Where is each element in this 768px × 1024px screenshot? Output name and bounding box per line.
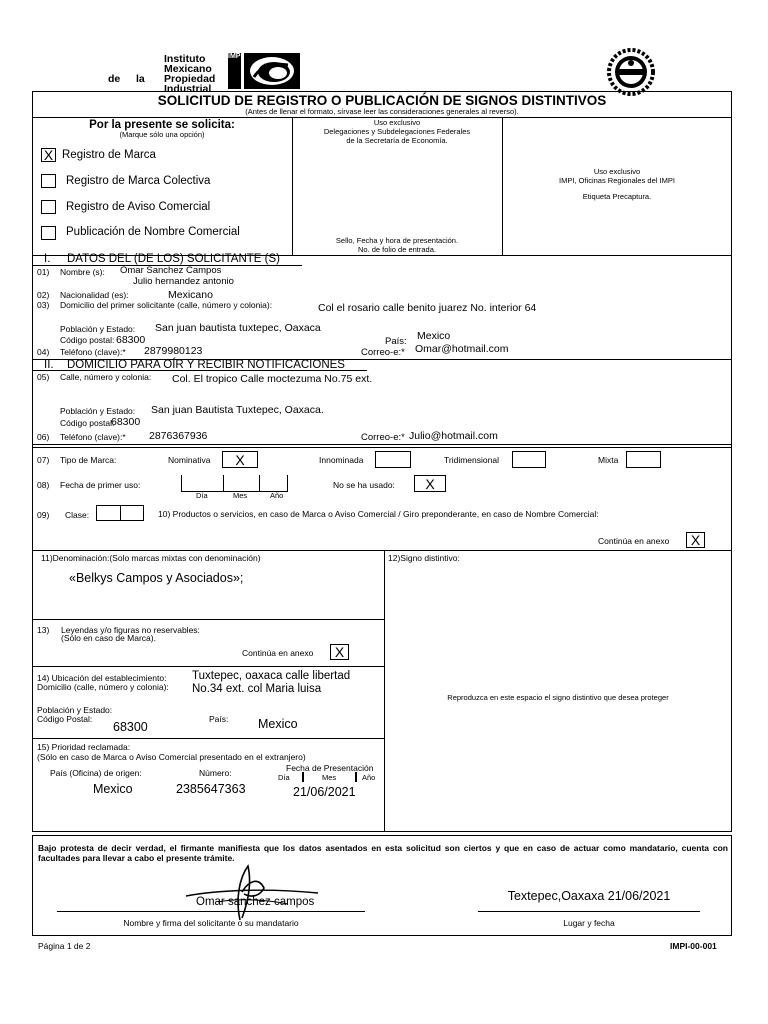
page-number: Página 1 de 2 [38,941,91,951]
item-number: 06) [37,432,50,442]
dia2-label: Día [278,773,290,782]
mes2-label: Mes [322,773,337,782]
innominada-checkbox[interactable] [375,451,411,468]
poblacion2-label: Población y Estado: [60,406,136,416]
tridimensional-label: Tridimensional [444,455,499,465]
anio2-label: Año [362,773,376,782]
cp-value[interactable]: 68300 [116,334,146,346]
section2-roman: II. [44,359,54,371]
productos-label: 10) Productos o servicios, en caso de Marca o Aviso Comercial / Giro preponderante, en caso de Nombre Comercial: [158,509,599,519]
pais-origen-label: País (Oficina) de origen: [50,768,142,778]
no-usado-checkbox[interactable]: X [414,475,446,492]
correo2-label: Correo-e:* [361,432,405,443]
fecha-primer-uso-field[interactable] [181,475,288,492]
institute-line: Industrial [164,83,212,95]
correo-value[interactable]: Omar@hotmail.com [415,343,509,355]
telefono2-label: Teléfono (clave):* [60,432,126,442]
pais3-label: País: [209,714,229,724]
sello-line: Sello, Fecha y hora de presentación. [335,236,459,245]
domicilio2-label: Domicilio (calle, número y colonia): [37,682,169,692]
uso-exclusivo-impi [502,167,732,185]
form-subtitle: (Antes de llenar el formato, sírvase leer las consideraciones generales al reverso). [245,107,519,116]
pais-value[interactable]: Mexico [417,330,451,342]
request-heading: Por la presente se solicita: [89,119,235,131]
fecha-presentacion-label: Fecha de Presentación [286,763,374,773]
lugar-line [478,911,700,912]
nombre-value-1[interactable]: Omar Sanchez Campos [120,265,222,276]
telefono-value[interactable]: 2879980123 [144,345,203,357]
telefono-label: Teléfono (clave):* [60,347,126,357]
innominada-label: Innominada [319,455,364,465]
item-number: 01) [37,267,50,277]
firma-label: Nombre y firma del solicitante o su mandatario [123,918,299,928]
nominativa-label: Nominativa [168,455,211,465]
nombre-comercial-checkbox[interactable] [41,226,56,240]
clase-label: Clase: [65,510,90,520]
firma-nombre[interactable]: Omar sanchez campos [196,896,315,908]
prioridad-sublabel: (Sólo en caso de Marca o Aviso Comercial presentado en el extranjero) [37,752,306,762]
calle-value[interactable]: Col. El tropico Calle moctezuma No.75 ext. [172,373,373,385]
leyendas-label: Leyendas y/o figuras no reservables: [61,625,200,635]
tridimensional-checkbox[interactable] [512,451,546,468]
pais-label: País: [385,336,407,347]
numero-value[interactable]: 2385647363 [176,782,246,796]
pais-origen-value[interactable]: Mexico [93,782,133,796]
uso-exclusivo-delegaciones [292,118,502,145]
poblacion2-value[interactable]: San juan Bautista Tuxtepec, Oaxaca. [151,404,324,416]
nacionalidad-value[interactable]: Mexicano [168,289,213,301]
poblacion-label: Población y Estado: [60,324,136,334]
registro-marca-checkbox[interactable]: X [41,148,56,162]
correo-label: Correo-e:* [361,347,405,358]
institute-line: Instituto [164,53,206,65]
uso-line: Uso exclusivo [373,118,421,127]
signo-hint: Reproduzca en este espacio el signo distintivo que desea proteger [447,693,669,702]
pais3-value[interactable]: Mexico [258,717,298,731]
lugar-label: Lugar y fecha [563,918,615,928]
signo-label: 12)Signo distintivo: [388,553,460,563]
denominacion-label: 11)Denominación:(Solo marcas mixtas con denominación) [41,553,261,563]
item-number: 09) [37,510,50,520]
declaration-text: Bajo protesta de decir verdad, el firmante manifiesta que los datos asentados en esta solicitud son ciertos y que en caso de actuar como mandatario, cuenta con facultades para llevar a cabo el presente trámite. [38,843,728,863]
registro-marca-label: Registro de Marca [62,149,156,161]
mes-label: Mes [233,491,248,500]
domicilio-value[interactable]: Col el rosario calle benito juarez No. interior 64 [318,302,537,314]
institute-line: de [108,73,121,85]
section2-title: DOMICILIO PARA OÍR Y RECIBIR NOTIFICACIONES [67,359,345,371]
item-number: 08) [37,480,50,490]
poblacion-value[interactable]: San juan bautista tuxtepec, Oaxaca [155,322,321,334]
impi-logo [228,53,300,89]
lugar-fecha-value[interactable]: Textepec,Oaxaxa 21/06/2021 [507,889,671,903]
prioridad-label: 15) Prioridad reclamada: [37,742,131,752]
item-number: 04) [37,347,50,357]
section1-roman: I. [44,253,51,265]
cp3-value[interactable]: 68300 [113,720,148,734]
domicilio-label: Domicilio del primer solicitante (calle, número y colonia): [60,300,273,310]
numero-label: Número: [199,768,232,778]
continua-anexo2-label: Continúa en anexo [242,648,314,658]
form-title: SOLICITUD DE REGISTRO O PUBLICACIÓN DE SIGNOS DISTINTIVOS [157,93,607,108]
continua-anexo-checkbox[interactable]: X [686,532,705,548]
nombre-value-2[interactable]: Julio hernandez antonio [133,276,234,287]
uso-line: IMPI, Oficinas Regionales del IMPI [559,176,675,185]
ubicacion-value-1[interactable]: Tuxtepec, oaxaca calle libertad [192,670,351,682]
mixta-checkbox[interactable] [626,451,661,468]
ubicacion-label: 14) Ubicación del establecimiento: [37,673,167,683]
sello-line: No. de folio de entrada. [358,245,436,254]
item-number: 02) [37,290,50,300]
item-number: 07) [37,455,50,465]
nominativa-checkbox[interactable]: X [222,451,258,468]
firma-line [57,911,365,912]
sello-label [292,236,502,254]
impi-logo-letters: IMPI [228,53,243,60]
marca-colectiva-label: Registro de Marca Colectiva [66,175,211,187]
continua-anexo2-checkbox[interactable]: X [330,644,349,660]
seal-logo [600,48,662,96]
etiqueta-precaptura: Etiqueta Precaptura. [582,192,652,201]
continua-anexo-label: Continúa en anexo [598,536,670,546]
anio-label: Año [270,491,284,500]
uso-line: de la Secretaría de Economía. [346,136,448,145]
cp-label: Código postal: [60,335,115,345]
calle-label: Calle, número y colonia: [60,372,152,382]
aviso-comercial-checkbox[interactable] [41,200,56,214]
no-usado-label: No se ha usado: [333,480,395,490]
fecha-primer-uso-label: Fecha de primer uso: [60,480,141,490]
institute-line: Mexicano [164,63,212,75]
aviso-comercial-label: Registro de Aviso Comercial [66,201,211,213]
nombre-comercial-label: Publicación de Nombre Comercial [66,226,240,238]
institute-name [108,53,218,95]
signo-area[interactable] [386,565,730,830]
fecha-presentacion-value[interactable]: 21/06/2021 [293,785,356,799]
mixta-label: Mixta [598,455,619,465]
signature-scribble [178,862,328,922]
cp2-value[interactable]: 68300 [111,416,141,428]
dia-label: Día [196,491,208,500]
institute-line: la [136,73,145,85]
uso-line: Uso exclusivo [593,167,641,176]
item-number: 03) [37,300,50,310]
nacionalidad-label: Nacionalidad (es): [60,290,129,300]
tipo-marca-label: Tipo de Marca: [60,455,117,465]
cp3-label: Código Postal: [37,714,93,724]
uso-line: Delegaciones y Subdelegaciones Federales [323,127,471,136]
institute-line: Propiedad [164,73,216,85]
marca-colectiva-checkbox[interactable] [41,174,56,188]
item-number: 05) [37,372,50,382]
denominacion-value[interactable]: «Belkys Campos y Asociados»; [69,571,244,585]
cp2-label: Código postal: [60,418,115,428]
leyendas-sublabel: (Sólo en caso de Marca). [61,633,156,643]
telefono2-value[interactable]: 2876367936 [149,430,208,442]
ubicacion-value-2[interactable]: No.34 ext. col Maria luisa [192,683,322,695]
correo2-value[interactable]: Julio@hotmail.com [409,430,498,442]
request-subheading: (Marque sólo una opción) [119,130,205,139]
form-code: IMPI-00-001 [670,941,717,951]
nombre-label: Nombre (s): [60,267,105,277]
section1-title: DATOS DEL (DE LOS) SOLICITANTE (S) [67,253,280,265]
item-number: 13) [37,625,50,635]
poblacion3-label: Población y Estado: [37,705,113,715]
